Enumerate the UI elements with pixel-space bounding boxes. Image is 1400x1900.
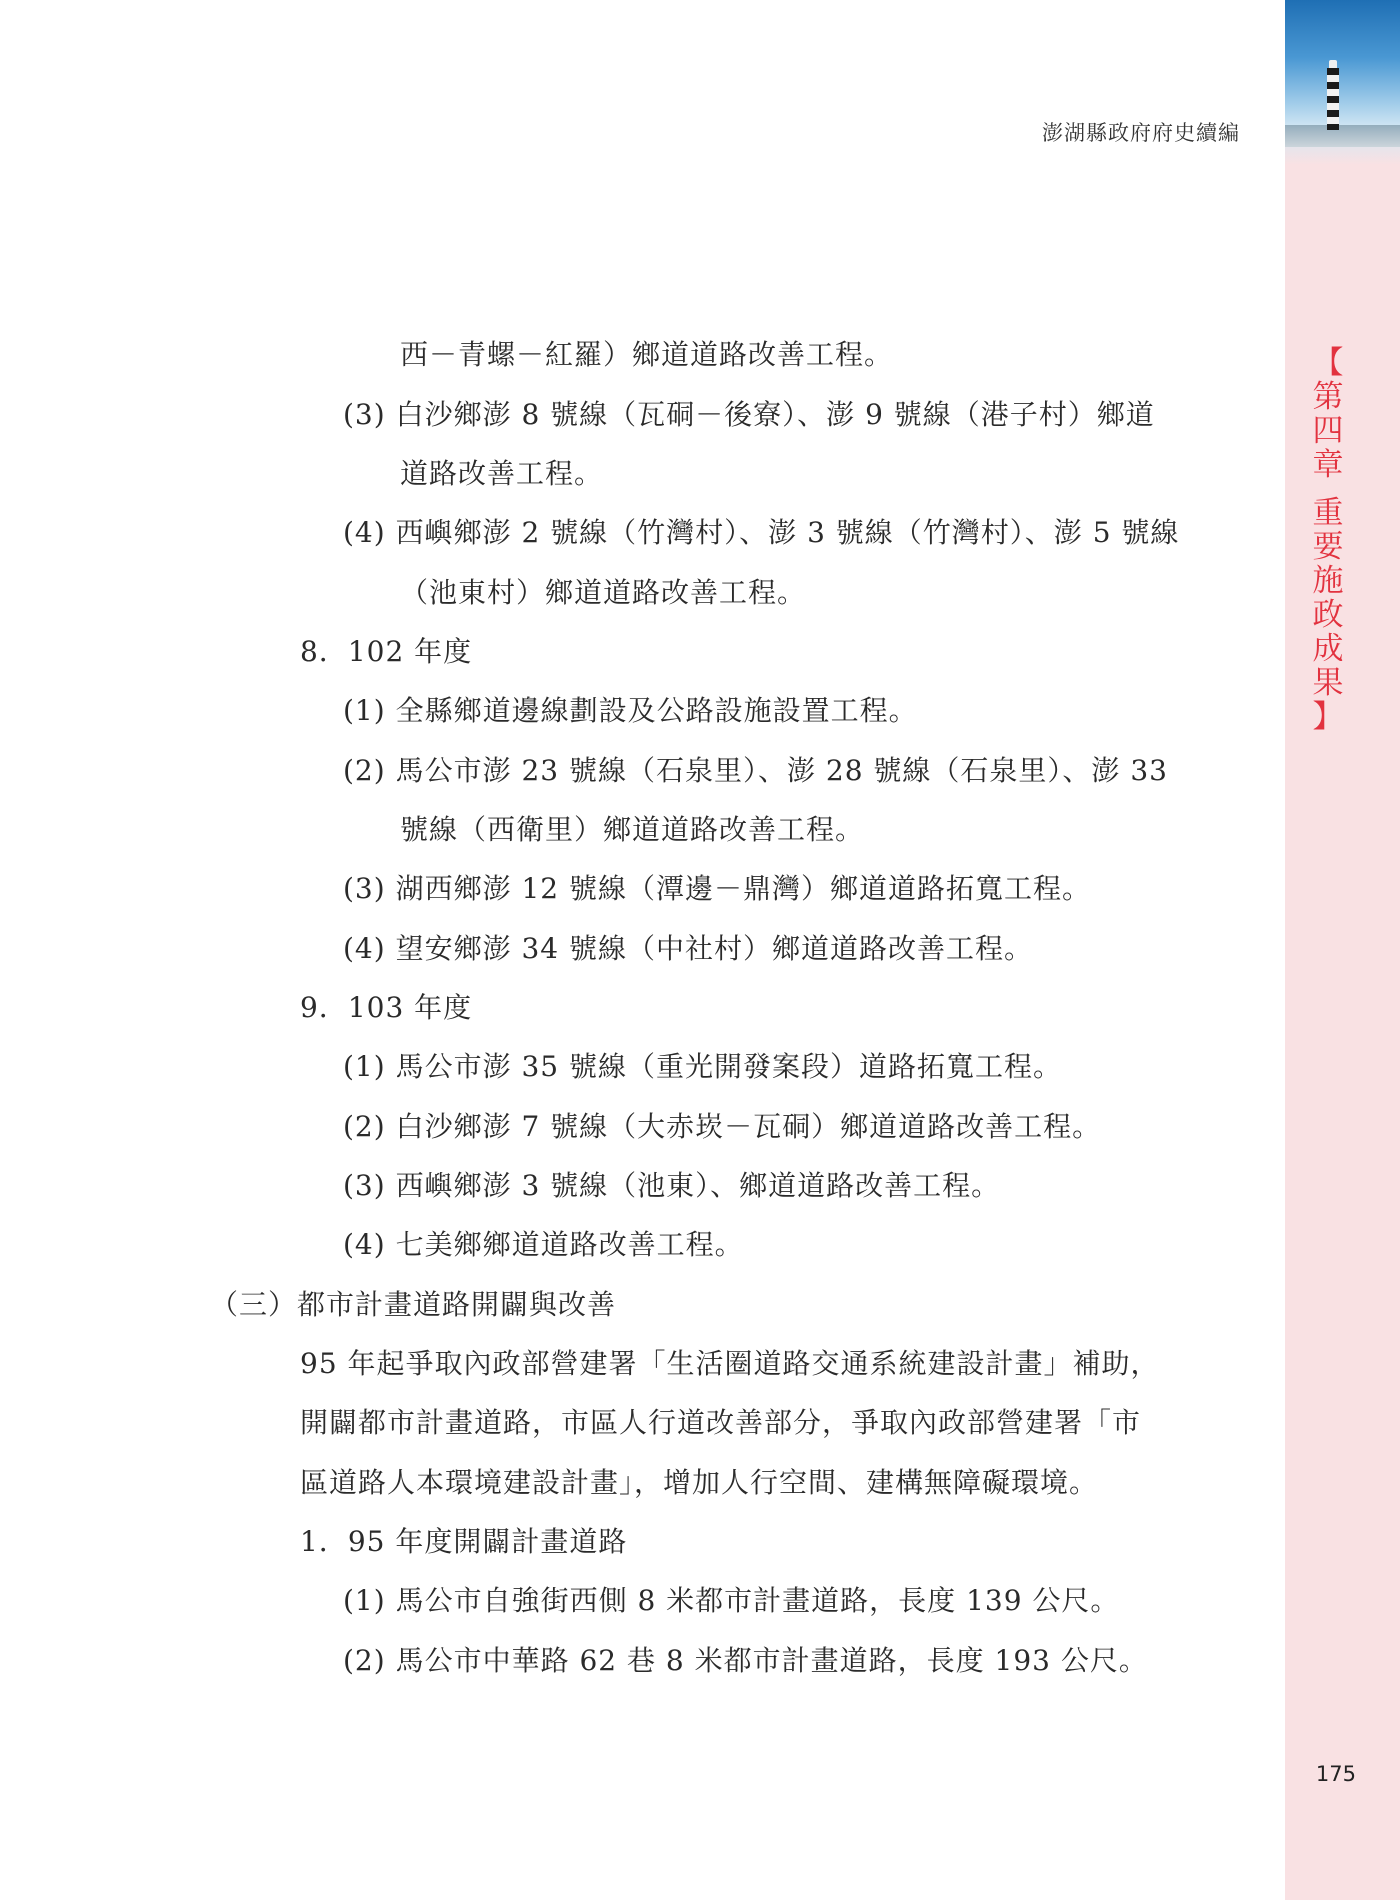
text-line-23: (2) 馬公市中華路 62 巷 8 米都市計畫道路，長度 193 公尺。 — [343, 1644, 1148, 1677]
lighthouse-icon — [1327, 60, 1339, 130]
book-title: 澎湖縣政府府史續編 — [1042, 121, 1240, 145]
chapter-glyph: 施 — [1312, 563, 1344, 599]
chapter-glyph: 果 — [1312, 665, 1344, 701]
chapter-tab — [1308, 346, 1348, 734]
section-heading-102: 8．102 年度 — [300, 635, 473, 668]
section-heading-95: 1．95 年度開闢計畫道路 — [300, 1525, 628, 1558]
chapter-glyph: 政 — [1312, 597, 1344, 633]
chapter-glyph: 第 — [1312, 379, 1344, 415]
page-number: 175 — [1315, 1762, 1356, 1786]
text-line-15: (3) 西嶼鄉澎 3 號線（池東）、鄉道道路改善工程。 — [343, 1169, 1001, 1202]
text-line-11: (4) 望安鄉澎 34 號線（中社村）鄉道道路改善工程。 — [343, 932, 1033, 965]
section-heading-3: （三）都市計畫道路開闢與改善 — [210, 1288, 617, 1321]
text-line-22: (1) 馬公市自強街西側 8 米都市計畫道路，長度 139 公尺。 — [343, 1584, 1120, 1617]
text-line-14: (2) 白沙鄉澎 7 號線（大赤崁－瓦硐）鄉道道路改善工程。 — [343, 1110, 1102, 1143]
chapter-glyph: 要 — [1312, 529, 1344, 565]
chapter-number — [1308, 380, 1348, 482]
chapter-title — [1308, 496, 1348, 700]
side-band — [1285, 0, 1400, 1900]
text-line-1: 西－青螺－紅羅）鄉道道路改善工程。 — [400, 338, 894, 371]
text-line-16: (4) 七美鄉鄉道道路改善工程。 — [343, 1228, 744, 1261]
chapter-glyph: 重 — [1312, 495, 1344, 531]
text-line-10: (3) 湖西鄉澎 12 號線（潭邊－鼎灣）鄉道道路拓寬工程。 — [343, 872, 1091, 905]
paragraph-line-2: 開闢都市計畫道路，市區人行道改善部分，爭取內政部營建署「市 — [300, 1406, 1142, 1439]
paragraph-line-1: 95 年起爭取內政部營建署「生活圈道路交通系統建設計畫」補助， — [300, 1347, 1160, 1380]
text-line-13: (1) 馬公市澎 35 號線（重光開發案段）道路拓寬工程。 — [343, 1050, 1062, 1083]
chapter-glyph: 四 — [1312, 413, 1344, 449]
photo-ground — [1285, 125, 1400, 147]
chapter-glyph: 章 — [1312, 447, 1344, 483]
section-heading-103: 9．103 年度 — [300, 991, 473, 1024]
text-line-7: (1) 全縣鄉道邊線劃設及公路設施設置工程。 — [343, 694, 918, 727]
chapter-bracket-close: 】 — [1312, 699, 1344, 735]
text-line-5: （池東村）鄉道道路改善工程。 — [400, 576, 807, 609]
text-line-2: (3) 白沙鄉澎 8 號線（瓦硐－後寮）、澎 9 號線（港子村）鄉道 — [343, 398, 1155, 431]
chapter-glyph: 成 — [1312, 631, 1344, 667]
lighthouse-photo — [1285, 0, 1400, 165]
paragraph-line-3: 區道路人本環境建設計畫」，增加人行空間、建構無障礙環境。 — [300, 1466, 1099, 1499]
text-line-3: 道路改善工程。 — [400, 457, 604, 490]
text-line-4: (4) 西嶼鄉澎 2 號線（竹灣村）、澎 3 號線（竹灣村）、澎 5 號線 — [343, 516, 1180, 549]
text-line-9: 號線（西衛里）鄉道道路改善工程。 — [400, 813, 865, 846]
text-line-8: (2) 馬公市澎 23 號線（石泉里）、澎 28 號線（石泉里）、澎 33 — [343, 754, 1168, 787]
chapter-bracket-open: 【 — [1312, 345, 1344, 381]
